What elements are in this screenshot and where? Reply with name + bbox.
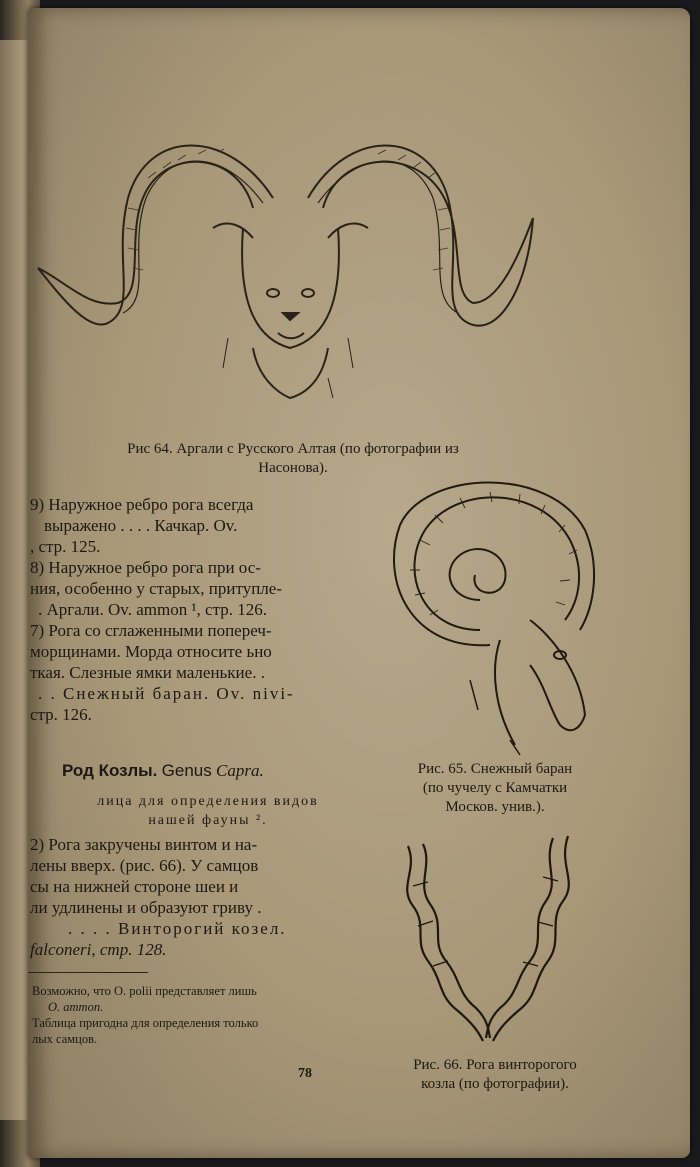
- text-line: . . . . Винторогий козел.: [68, 919, 287, 938]
- figure-64-caption-line-2: Насонова).: [258, 460, 328, 476]
- section-heading: [62, 760, 264, 781]
- figure-65-caption-line-3: Москов. унив.).: [445, 799, 545, 815]
- text-line: . Аргали. Ov. ammon ¹, стр. 126.: [38, 600, 267, 619]
- footnotes: [28, 983, 258, 1047]
- text-line: лены вверх. (рис. 66). У самцов: [30, 856, 259, 875]
- section-heading-genus: Genus: [161, 761, 212, 780]
- snow-sheep-illustration: [380, 470, 605, 760]
- markhor-horns-illustration: [398, 826, 578, 1051]
- figure-66-caption-line-2: козла (по фотографии).: [421, 1076, 569, 1092]
- text-line: ли удлинены и образуют гриву .: [30, 898, 262, 917]
- section-heading-prefix: Род Козлы.: [62, 761, 158, 780]
- text-line: сы на нижней стороне шеи и: [30, 877, 239, 896]
- text-line: стр. 126.: [30, 705, 92, 724]
- text-line: 2) Рога закручены винтом и на-: [30, 835, 258, 854]
- footnote-rule: [28, 972, 148, 973]
- text-line: 8) Наружное ребро рога при ос-: [30, 558, 261, 577]
- text-line: морщинами. Морда относите ьно: [30, 642, 272, 661]
- text-line: 9) Наружное ребро рога всегда: [30, 495, 254, 514]
- figure-64-caption-line-1: Рис 64. Аргали с Русского Алтая (по фотографии из: [127, 441, 459, 457]
- figure-65-caption-line-1: Рис. 65. Снежный баран: [417, 761, 573, 777]
- text-line: falconeri, стр. 128.: [30, 940, 167, 959]
- argali-head-illustration: [28, 108, 588, 408]
- footnote-line: Возможно, что O. polii представляет лишь: [32, 984, 257, 998]
- text-line: . . Снежный баран. Ov. nivi-: [38, 684, 295, 703]
- table-intro-line: лица для определения видов: [97, 794, 319, 809]
- figure-65-caption-line-2: (по чучелу с Камчатки: [422, 780, 568, 796]
- figure-65-caption: [390, 760, 600, 817]
- section-heading-name: Capra.: [216, 761, 264, 780]
- text-line: , стр. 125.: [30, 537, 101, 556]
- text-line: ния, особенно у старых, притупле-: [30, 579, 282, 598]
- page-number: 78: [298, 1066, 312, 1081]
- book-page: [28, 8, 690, 1158]
- table-intro-line: нашей фауны ².: [148, 813, 268, 828]
- key-text-block-1: [28, 494, 295, 725]
- text-line: выражено . . . . Качкар. Ov.: [44, 516, 238, 535]
- text-line: ткая. Слезные ямки маленькие. .: [30, 663, 265, 682]
- figure-66-caption: [380, 1056, 610, 1094]
- footnote-line: O. ammon.: [48, 1000, 104, 1014]
- figure-66-caption-line-1: Рис. 66. Рога винторогого: [413, 1057, 577, 1073]
- footnote-line: Таблица пригодна для определения только: [32, 1016, 259, 1030]
- key-text-block-2: [28, 834, 287, 960]
- table-intro: [38, 792, 378, 830]
- text-line: 7) Рога со сглаженными попереч-: [30, 621, 272, 640]
- footnote-line: лых самцов.: [32, 1032, 98, 1046]
